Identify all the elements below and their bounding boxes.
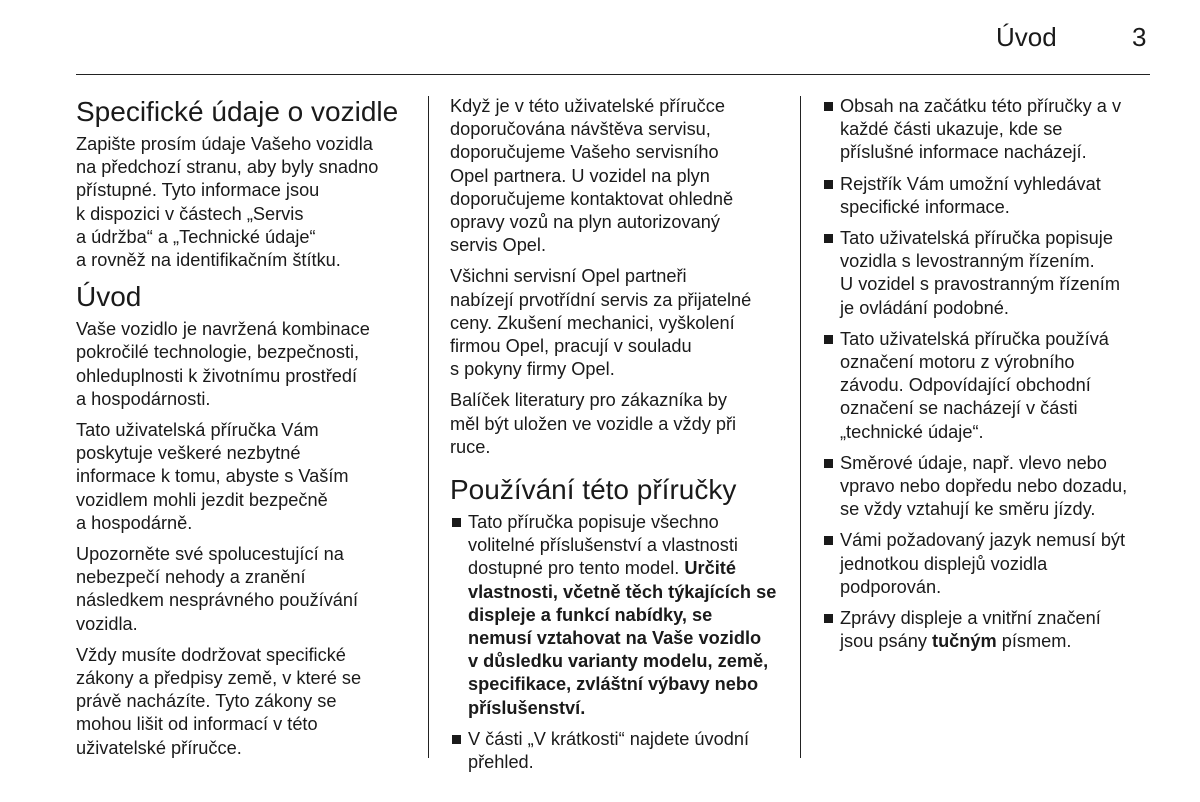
list-item [450,728,788,774]
list-item-text: Tato uživatelská příručka používá označení motoru z výrobního závodu. Odpovídající obchodní označení se nacházejí v části „technické údaje“. [840,328,1109,442]
list-item-text: Zprávy displeje a vnitřní značení jsou psány [840,608,1101,652]
bullet-square-icon [824,459,833,468]
section-title: Úvod [996,22,1057,52]
list-item [822,95,1162,165]
list-item-text: Vámi požadovaný jazyk nemusí být jednotkou displejů vozidla podporován. [840,530,1126,597]
list-item-bold-text: Určité vlastnosti, včetně těch týkajících se displeje a funkcí nabídky, se nemusí vztahovat na Vaše vozidlo v důsledku varianty modelu, země, specifikace, zvláštní výbavy nebo příslušenství. [468,558,777,718]
page-number: 3 [1132,22,1147,52]
list-item-text: Rejstřík Vám umožní vyhledávat specifické informace. [840,173,1101,217]
column-3 [822,95,1162,661]
paragraph: Všichni servisní Opel partneři nabízejí prvotřídní servis za přijatelné ceny. Zkušení mechanici, vyškolení firmou Opel, pracují v souladu s pokyny firmy Opel. [450,266,752,380]
paragraph: Upozorněte své spolucestující na nebezpečí nehody a zranění následkem nesprávného používání vozidla. [76,544,359,634]
list-item [822,452,1162,522]
list-item [822,328,1162,444]
bullet-square-icon [824,335,833,344]
list-item-text: V části „V krátkosti“ najdete úvodní přehled. [468,728,750,773]
paragraph: Zapište prosím údaje Vašeho vozidla na předchozí stranu, aby byly snadno přístupné. Tyto informace jsou k dispozici v částech „Servis a údržba“ a „Technické údaje“ a rovněž na identifikačním štítku. [76,134,379,271]
bullet-list [822,95,1162,653]
bullet-square-icon [824,614,833,623]
paragraph: Když je v této uživatelské příručce doporučována návštěva servisu, doporučujeme Vašeho servisního Opel partnera. U vozidel na plyn doporučujeme kontaktovat ohledně opravy vozů na plyn autorizovaný servis Opel. [450,96,734,256]
list-item-text: písmem. [996,631,1072,652]
column-divider-2 [800,96,801,758]
bullet-square-icon [824,180,833,189]
paragraph: Vaše vozidlo je navržená kombinace pokročilé technologie, bezpečnosti, ohleduplnosti k životnímu prostředí a hospodárnosti. [76,319,370,409]
bullet-square-icon [824,234,833,243]
bullet-square-icon [452,518,461,527]
paragraph: Tato uživatelská příručka Vám poskytuje veškeré nezbytné informace k tomu, abyste s Vaším vozidlem mohli jezdit bezpečně a hospodárně. [76,420,349,533]
heading-vehicle-data: Specifické údaje o vozidle [76,96,399,127]
bullet-square-icon [824,536,833,545]
list-item-bold-text: tučným [932,631,997,652]
list-item-text: Směrové údaje, např. vlevo nebo vpravo nebo dopředu nebo dozadu, se vždy vztahují ke směru jízdy. [840,452,1128,520]
paragraph: Balíček literatury pro zákazníka by měl být uložen ve vozidle a vždy při ruce. [450,390,737,457]
list-item [450,511,788,720]
bullet-list [450,511,788,774]
paragraph: Vždy musíte dodržovat specifické zákony a předpisy země, v které se právě nacházíte. Tyto zákony se mohou lišit od informací v této uživatelské příručce. [76,644,362,758]
column-1 [76,95,416,768]
column-2 [450,95,788,782]
list-item-text: Tato příručka popisuje všechno volitelné příslušenství a vlastnosti dostupné pro tento model. [468,512,738,579]
bullet-square-icon [824,102,833,111]
list-item [822,529,1162,599]
header-rule [76,74,1150,75]
heading-intro: Úvod [76,281,142,313]
bullet-square-icon [452,735,461,744]
list-item-text: Obsah na začátku této příručky a v každé části ukazuje, kde se příslušné informace nacházejí. [840,96,1122,163]
column-divider-1 [428,96,429,758]
list-item-text: Tato uživatelská příručka popisuje vozidla s levostranným řízením. U vozidel s pravostranným řízením je ovládání podobné. [840,228,1120,318]
heading-using-manual: Používání této příručky [450,474,737,506]
page-header [0,0,1200,78]
list-item [822,227,1162,320]
list-item [822,173,1162,219]
list-item [822,607,1162,653]
